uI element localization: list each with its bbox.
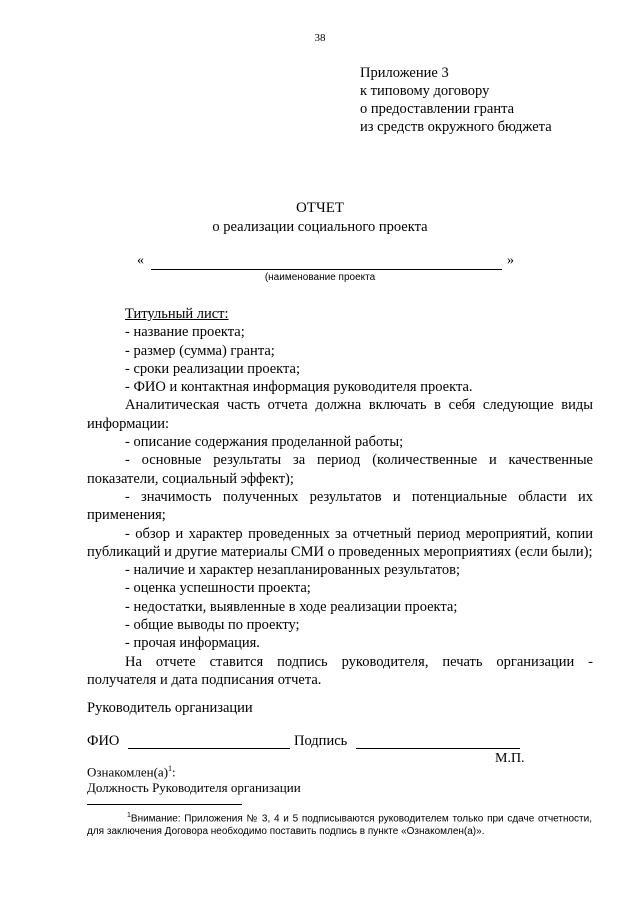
list-item: - ФИО и контактная информация руководителя проекта. — [125, 379, 473, 396]
footnote-text: Внимание: Приложения № 3, 4 и 5 подписываются руководителем только при сдаче отчетности, для заключения Договора необходимо поставить подпись в пункте «Ознакомлен(а)». — [87, 813, 592, 837]
title-sheet-heading: Титульный лист: — [125, 306, 229, 322]
page-number: 38 — [314, 32, 326, 44]
appendix-line: из средств окружного бюджета — [360, 119, 552, 135]
list-item: - прочая информация. — [125, 635, 260, 652]
list-item: - название проекта; — [125, 324, 245, 341]
list-item: - значимость полученных результатов и потенциальные области их применения; — [87, 488, 593, 524]
list-item: - недостатки, выявленные в ходе реализации проекта; — [125, 598, 458, 615]
appendix-line: Приложение 3 — [360, 65, 449, 81]
footnote — [87, 810, 592, 838]
signature-blank-line — [356, 748, 520, 749]
acknowledged-text: Ознакомлен(а) — [87, 764, 169, 780]
stamp-label: М.П. — [495, 751, 525, 766]
position-label: Должность Руководителя организации — [87, 780, 301, 795]
report-requirements — [87, 305, 593, 689]
signature-label: Подпись — [294, 733, 348, 749]
document-title: ОТЧЕТ — [295, 200, 345, 216]
document-subtitle: о реализации социального проекта — [212, 219, 428, 235]
fio-blank-line — [128, 748, 290, 749]
closing-paragraph: На отчете ставится подпись руководителя, печать организации - получателя и дата подписания отчета. — [87, 653, 593, 688]
acknowledged-label — [87, 764, 176, 780]
title-sheet-heading-paragraph — [87, 305, 593, 323]
list-item: - сроки реализации проекта; — [125, 360, 301, 377]
appendix-header — [360, 64, 552, 136]
appendix-line: о предоставлении гранта — [360, 101, 515, 117]
footnote-reference: 1 — [168, 764, 173, 773]
list-item: - обзор и характер проведенных за отчетный период мероприятий, копии публикаций и другие материалы СМИ о проведенных мероприятиях (если были); — [87, 525, 593, 560]
project-name-caption: (наименование проекта — [264, 272, 376, 283]
appendix-line: к типовому договору — [360, 83, 490, 99]
fio-label: ФИО — [87, 733, 120, 749]
footnote-mark: 1 — [127, 812, 131, 819]
acknowledged-colon: : — [172, 764, 176, 780]
list-item: - описание содержания проделанной работы; — [125, 434, 404, 451]
list-item: - размер (сумма) гранта; — [125, 342, 275, 359]
project-name-open-quote: « — [137, 253, 144, 268]
list-item: - основные результаты за период (количественные и качественные показатели, социальный эффект); — [87, 452, 593, 487]
project-name-close-quote: » — [507, 253, 514, 268]
list-item: - общие выводы по проекту; — [125, 617, 300, 634]
list-item: - оценка успешности проекта; — [125, 580, 311, 597]
analytic-intro: Аналитическая часть отчета должна включать в себя следующие виды информации: — [87, 397, 593, 432]
head-of-organization-label: Руководитель организации — [87, 700, 253, 716]
list-item: - наличие и характер незапланированных результатов; — [125, 562, 461, 579]
footnote-separator — [87, 804, 242, 805]
project-name-blank-line — [151, 269, 502, 270]
